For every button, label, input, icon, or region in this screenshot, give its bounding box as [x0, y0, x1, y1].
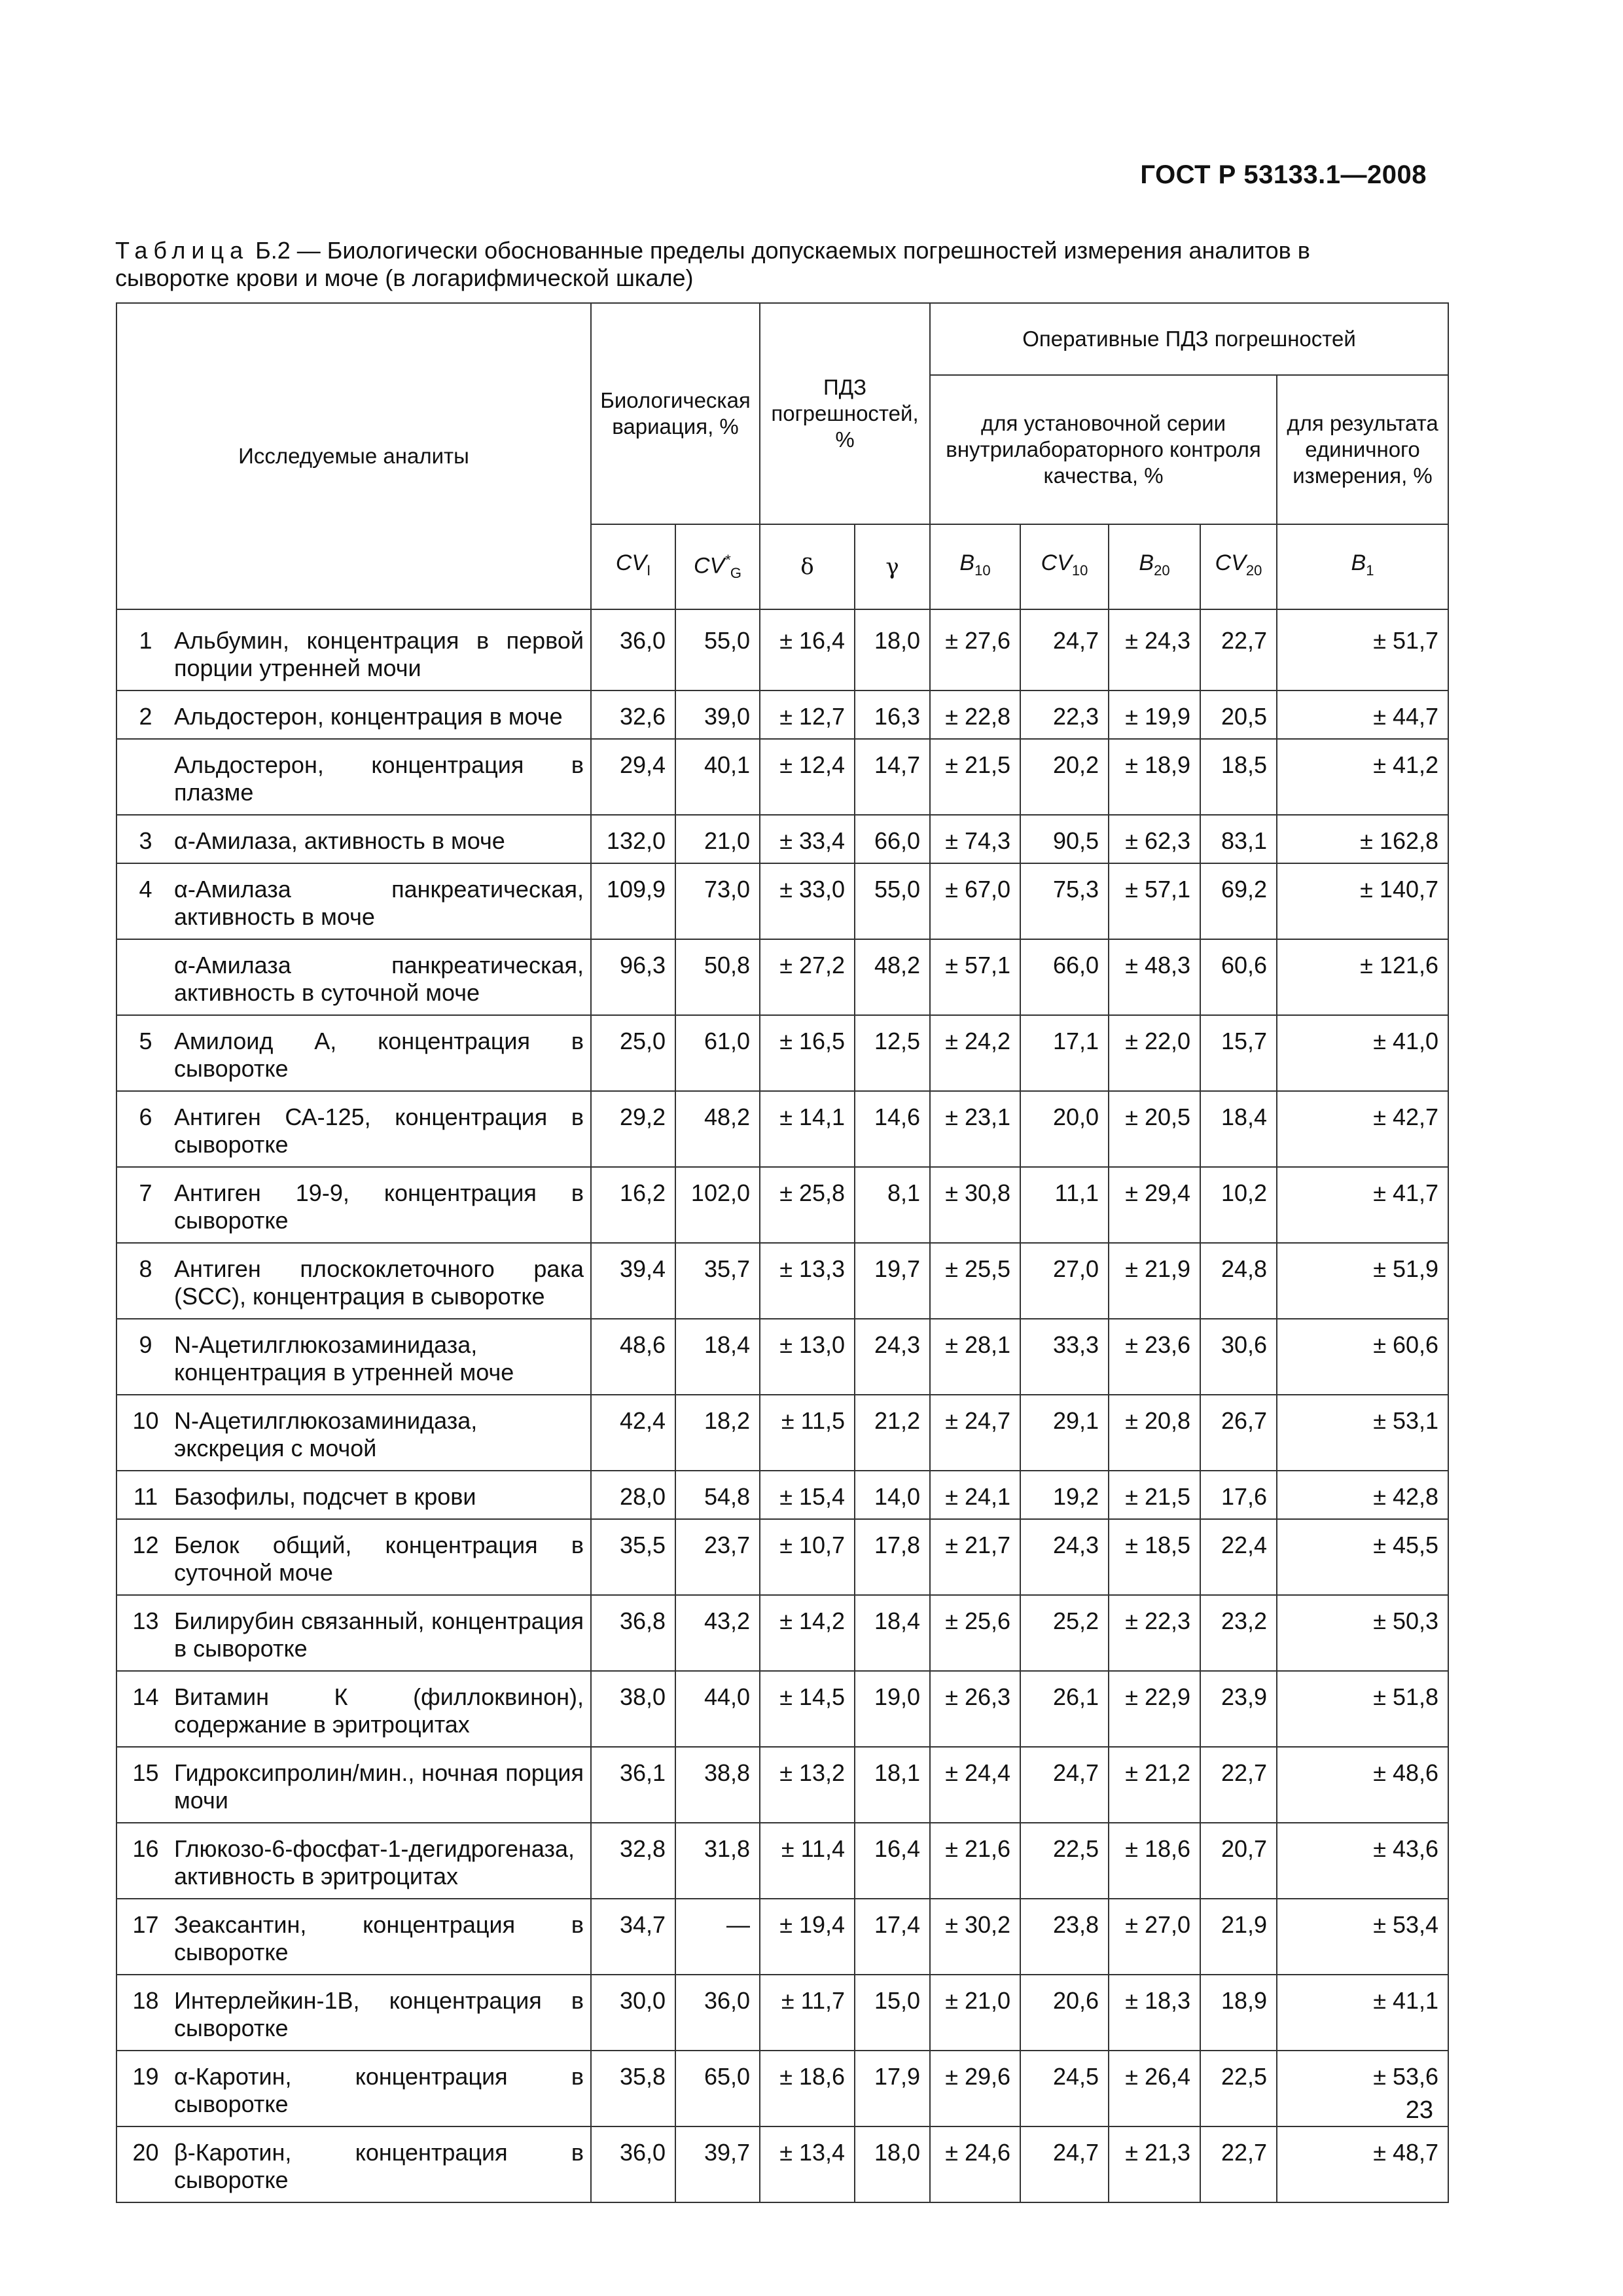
cell-b1: ± 51,8 [1277, 1671, 1448, 1747]
cell-gamma: 18,0 [855, 2126, 930, 2202]
cell-b1: ± 41,2 [1277, 739, 1448, 815]
cell-cvi: 30,0 [591, 1975, 675, 2051]
cell-gamma: 17,8 [855, 1519, 930, 1595]
cell-cvg: 39,7 [675, 2126, 760, 2202]
cell-cvi: 29,2 [591, 1091, 675, 1167]
cell-cvi: 35,5 [591, 1519, 675, 1595]
row-number: 13 [116, 1595, 174, 1671]
cell-b1: ± 48,7 [1277, 2126, 1448, 2202]
cell-gamma: 19,7 [855, 1243, 930, 1319]
cell-cv10: 20,6 [1020, 1975, 1109, 2051]
header-cvi: $CV_I$ [591, 524, 675, 609]
cell-cv20: 22,7 [1200, 609, 1277, 691]
cell-delta: ± 14,2 [760, 1595, 855, 1671]
cell-cv20: 22,4 [1200, 1519, 1277, 1595]
table-row [116, 739, 1448, 815]
cell-gamma: 55,0 [855, 863, 930, 939]
cell-cv20: 10,2 [1200, 1167, 1277, 1243]
analyte-name: N-Ацетилглюкозаминидаза, экскреция с мочой [174, 1395, 591, 1471]
cell-cvi: 29,4 [591, 739, 675, 815]
cell-b10: ± 24,6 [930, 2126, 1020, 2202]
cell-cv10: 22,3 [1020, 691, 1109, 739]
cell-b20: ± 22,3 [1109, 1595, 1200, 1671]
cell-gamma: 17,4 [855, 1899, 930, 1975]
row-number: 17 [116, 1899, 174, 1975]
cell-cvg: 61,0 [675, 1015, 760, 1091]
cell-b20: ± 23,6 [1109, 1319, 1200, 1395]
table-row [116, 609, 1448, 691]
table-row [116, 1319, 1448, 1395]
analyte-name: Антиген плоскоклеточного рака (SCC), концентрация в сыворотке [174, 1243, 591, 1319]
cell-cvg: 48,2 [675, 1091, 760, 1167]
header-analytes: Исследуемые аналиты [116, 303, 591, 609]
header-cvg: $CV^*_G$ [675, 524, 760, 609]
cell-b1: ± 121,6 [1277, 939, 1448, 1015]
cell-cvg: 18,4 [675, 1319, 760, 1395]
cell-cv20: 22,7 [1200, 1747, 1277, 1823]
header-b1: $B_1$ [1277, 524, 1448, 609]
row-number: 1 [116, 609, 174, 691]
cell-cv20: 69,2 [1200, 863, 1277, 939]
cell-delta: ± 16,5 [760, 1015, 855, 1091]
cell-cv20: 21,9 [1200, 1899, 1277, 1975]
cell-delta: ± 13,4 [760, 2126, 855, 2202]
cell-b20: ± 18,6 [1109, 1823, 1200, 1899]
row-number: 18 [116, 1975, 174, 2051]
cell-b1: ± 41,0 [1277, 1015, 1448, 1091]
cell-b10: ± 57,1 [930, 939, 1020, 1015]
row-number: 14 [116, 1671, 174, 1747]
page-number: 23 [1405, 2096, 1433, 2124]
cell-b1: ± 140,7 [1277, 863, 1448, 939]
row-number [116, 739, 174, 815]
cell-cvg: 36,0 [675, 1975, 760, 2051]
cell-gamma: 17,9 [855, 2051, 930, 2126]
cell-b20: ± 21,2 [1109, 1747, 1200, 1823]
cell-b1: ± 42,8 [1277, 1471, 1448, 1519]
analyte-name: Билирубин связанный, концентрация в сыворотке [174, 1595, 591, 1671]
cell-cvg: 44,0 [675, 1671, 760, 1747]
cell-delta: ± 11,4 [760, 1823, 855, 1899]
analyte-name: Интерлейкин-1В, концентрация в сыворотке [174, 1975, 591, 2051]
cell-cvg: 31,8 [675, 1823, 760, 1899]
cell-b10: ± 67,0 [930, 863, 1020, 939]
row-number: 15 [116, 1747, 174, 1823]
cell-cvg: 102,0 [675, 1167, 760, 1243]
cell-cvi: 36,1 [591, 1747, 675, 1823]
cell-cvg: 40,1 [675, 739, 760, 815]
table-row [116, 1471, 1448, 1519]
cell-cvg: 18,2 [675, 1395, 760, 1471]
table-row [116, 2051, 1448, 2126]
caption-lead: Таблица [115, 237, 249, 264]
cell-cvg: 43,2 [675, 1595, 760, 1671]
table-row [116, 1395, 1448, 1471]
analyte-name: α-Амилаза, активность в моче [174, 815, 591, 863]
cell-cvg: 23,7 [675, 1519, 760, 1595]
cell-b1: ± 43,6 [1277, 1823, 1448, 1899]
cell-cv20: 15,7 [1200, 1015, 1277, 1091]
cell-b1: ± 45,5 [1277, 1519, 1448, 1595]
cell-b10: ± 74,3 [930, 815, 1020, 863]
cell-cv20: 18,4 [1200, 1091, 1277, 1167]
cell-cv20: 18,9 [1200, 1975, 1277, 2051]
cell-cv20: 24,8 [1200, 1243, 1277, 1319]
cell-b1: ± 53,6 [1277, 2051, 1448, 2126]
cell-delta: ± 25,8 [760, 1167, 855, 1243]
cell-cvg: 54,8 [675, 1471, 760, 1519]
analyte-name: α-Каротин, концентрация в сыворотке [174, 2051, 591, 2126]
cell-cvi: 35,8 [591, 2051, 675, 2126]
cell-b10: ± 22,8 [930, 691, 1020, 739]
cell-cv20: 60,6 [1200, 939, 1277, 1015]
row-number: 2 [116, 691, 174, 739]
cell-gamma: 24,3 [855, 1319, 930, 1395]
cell-cvg: 35,7 [675, 1243, 760, 1319]
cell-cv10: 20,0 [1020, 1091, 1109, 1167]
cell-cv10: 27,0 [1020, 1243, 1109, 1319]
cell-cv10: 75,3 [1020, 863, 1109, 939]
cell-b10: ± 21,5 [930, 739, 1020, 815]
document-id: ГОСТ Р 53133.1—2008 [1140, 160, 1427, 189]
cell-delta: ± 10,7 [760, 1519, 855, 1595]
row-number: 19 [116, 2051, 174, 2126]
cell-gamma: 8,1 [855, 1167, 930, 1243]
cell-b20: ± 21,3 [1109, 2126, 1200, 2202]
cell-b1: ± 60,6 [1277, 1319, 1448, 1395]
cell-cvg: 55,0 [675, 609, 760, 691]
cell-b20: ± 22,0 [1109, 1015, 1200, 1091]
cell-gamma: 14,6 [855, 1091, 930, 1167]
cell-delta: ± 33,4 [760, 815, 855, 863]
cell-b1: ± 48,6 [1277, 1747, 1448, 1823]
cell-delta: ± 27,2 [760, 939, 855, 1015]
row-number: 12 [116, 1519, 174, 1595]
cell-b20: ± 18,5 [1109, 1519, 1200, 1595]
analyte-name: Зеаксантин, концентрация в сыворотке [174, 1899, 591, 1975]
row-number: 10 [116, 1395, 174, 1471]
cell-gamma: 14,7 [855, 739, 930, 815]
cell-cv10: 22,5 [1020, 1823, 1109, 1899]
cell-cv20: 18,5 [1200, 739, 1277, 815]
cell-gamma: 18,0 [855, 609, 930, 691]
cell-cv10: 90,5 [1020, 815, 1109, 863]
cell-b10: ± 24,2 [930, 1015, 1020, 1091]
cell-b1: ± 42,7 [1277, 1091, 1448, 1167]
cell-cvi: 132,0 [591, 815, 675, 863]
analyte-name: Альбумин, концентрация в первой порции утренней мочи [174, 609, 591, 691]
cell-delta: ± 11,5 [760, 1395, 855, 1471]
cell-b10: ± 27,6 [930, 609, 1020, 691]
cell-gamma: 21,2 [855, 1395, 930, 1471]
cell-cvi: 96,3 [591, 939, 675, 1015]
header-gamma: γ [855, 524, 930, 609]
cell-cv10: 20,2 [1020, 739, 1109, 815]
cell-gamma: 66,0 [855, 815, 930, 863]
cell-b10: ± 30,2 [930, 1899, 1020, 1975]
cell-cv20: 20,5 [1200, 691, 1277, 739]
cell-b10: ± 25,5 [930, 1243, 1020, 1319]
cell-cv10: 24,3 [1020, 1519, 1109, 1595]
cell-b20: ± 21,9 [1109, 1243, 1200, 1319]
header-bio-variation: Биологическая вариация, % [591, 303, 760, 524]
cell-b20: ± 62,3 [1109, 815, 1200, 863]
table-row [116, 1091, 1448, 1167]
cell-delta: ± 14,1 [760, 1091, 855, 1167]
header-cv10: $CV_{10}$ [1020, 524, 1109, 609]
cell-delta: ± 12,4 [760, 739, 855, 815]
cell-cv20: 30,6 [1200, 1319, 1277, 1395]
cell-b10: ± 21,7 [930, 1519, 1020, 1595]
analyte-name: Базофилы, подсчет в крови [174, 1471, 591, 1519]
cell-b10: ± 24,4 [930, 1747, 1020, 1823]
table-row [116, 939, 1448, 1015]
row-number: 8 [116, 1243, 174, 1319]
cell-b20: ± 27,0 [1109, 1899, 1200, 1975]
cell-b10: ± 28,1 [930, 1319, 1020, 1395]
cell-cv10: 24,5 [1020, 2051, 1109, 2126]
cell-b1: ± 53,4 [1277, 1899, 1448, 1975]
cell-cvi: 48,6 [591, 1319, 675, 1395]
cell-cvi: 28,0 [591, 1471, 675, 1519]
analyte-name: N-Ацетилглюкозаминидаза, концентрация в утренней моче [174, 1319, 591, 1395]
header-b10: $B_{10}$ [930, 524, 1020, 609]
cell-cvi: 36,0 [591, 609, 675, 691]
cell-b10: ± 30,8 [930, 1167, 1020, 1243]
cell-cvi: 39,4 [591, 1243, 675, 1319]
table-row [116, 1975, 1448, 2051]
analyte-name: Гидроксипролин/мин., ночная порция мочи [174, 1747, 591, 1823]
cell-gamma: 48,2 [855, 939, 930, 1015]
cell-cvi: 34,7 [591, 1899, 675, 1975]
cell-b20: ± 29,4 [1109, 1167, 1200, 1243]
table-row [116, 1671, 1448, 1747]
cell-cv10: 17,1 [1020, 1015, 1109, 1091]
cell-gamma: 16,3 [855, 691, 930, 739]
cell-cv20: 20,7 [1200, 1823, 1277, 1899]
cell-b20: ± 19,9 [1109, 691, 1200, 739]
cell-b1: ± 51,7 [1277, 609, 1448, 691]
table-caption [115, 237, 1424, 292]
table-row [116, 863, 1448, 939]
analyte-name: Альдостерон, концентрация в моче [174, 691, 591, 739]
cell-delta: ± 33,0 [760, 863, 855, 939]
table-row [116, 1167, 1448, 1243]
cell-cv10: 24,7 [1020, 609, 1109, 691]
cell-b10: ± 24,1 [930, 1471, 1020, 1519]
cell-cvg: 39,0 [675, 691, 760, 739]
row-number: 20 [116, 2126, 174, 2202]
table-row [116, 1519, 1448, 1595]
cell-cv20: 26,7 [1200, 1395, 1277, 1471]
cell-gamma: 16,4 [855, 1823, 930, 1899]
cell-b1: ± 50,3 [1277, 1595, 1448, 1671]
table-row [116, 691, 1448, 739]
cell-cvi: 32,6 [591, 691, 675, 739]
cell-cv20: 17,6 [1200, 1471, 1277, 1519]
analyte-name: Белок общий, концентрация в суточной моче [174, 1519, 591, 1595]
cell-b10: ± 24,7 [930, 1395, 1020, 1471]
table-body [116, 609, 1448, 2202]
cell-b10: ± 29,6 [930, 2051, 1020, 2126]
cell-b20: ± 18,3 [1109, 1975, 1200, 2051]
table-row [116, 2126, 1448, 2202]
cell-cvi: 25,0 [591, 1015, 675, 1091]
cell-cv10: 24,7 [1020, 1747, 1109, 1823]
cell-cvi: 109,9 [591, 863, 675, 939]
cell-delta: ± 12,7 [760, 691, 855, 739]
cell-cvi: 36,0 [591, 2126, 675, 2202]
row-number: 7 [116, 1167, 174, 1243]
cell-gamma: 12,5 [855, 1015, 930, 1091]
cell-delta: ± 14,5 [760, 1671, 855, 1747]
header-setup-series: для установочной серии внутрилабораторного контроля качества, % [930, 375, 1277, 524]
analyte-name: β-Каротин, концентрация в сыворотке [174, 2126, 591, 2202]
analyte-name: Альдостерон, концентрация в плазме [174, 739, 591, 815]
header-pdz: ПДЗ погрешностей, % [760, 303, 930, 524]
cell-b1: ± 44,7 [1277, 691, 1448, 739]
row-number [116, 939, 174, 1015]
cell-cv10: 66,0 [1020, 939, 1109, 1015]
row-number: 9 [116, 1319, 174, 1395]
cell-b20: ± 18,9 [1109, 739, 1200, 815]
analyte-name: α-Амилаза панкреатическая, активность в моче [174, 863, 591, 939]
row-number: 4 [116, 863, 174, 939]
cell-cvi: 32,8 [591, 1823, 675, 1899]
cell-b1: ± 162,8 [1277, 815, 1448, 863]
cell-cvg: 65,0 [675, 2051, 760, 2126]
cell-gamma: 15,0 [855, 1975, 930, 2051]
cell-cv20: 83,1 [1200, 815, 1277, 863]
cell-delta: ± 13,2 [760, 1747, 855, 1823]
table-row [116, 1015, 1448, 1091]
analytes-table [116, 302, 1449, 2203]
cell-cvg: 38,8 [675, 1747, 760, 1823]
cell-b20: ± 24,3 [1109, 609, 1200, 691]
cell-cvi: 16,2 [591, 1167, 675, 1243]
analyte-name: Антиген 19-9, концентрация в сыворотке [174, 1167, 591, 1243]
cell-b20: ± 20,5 [1109, 1091, 1200, 1167]
cell-cv20: 23,2 [1200, 1595, 1277, 1671]
cell-b20: ± 20,8 [1109, 1395, 1200, 1471]
cell-b1: ± 41,7 [1277, 1167, 1448, 1243]
header-single-result: для результата единичного измерения, % [1277, 375, 1448, 524]
analyte-name: Витамин К (филлоквинон), содержание в эритроцитах [174, 1671, 591, 1747]
row-number: 6 [116, 1091, 174, 1167]
table-row [116, 1243, 1448, 1319]
row-number: 5 [116, 1015, 174, 1091]
cell-b10: ± 21,6 [930, 1823, 1020, 1899]
cell-b10: ± 21,0 [930, 1975, 1020, 2051]
cell-gamma: 19,0 [855, 1671, 930, 1747]
cell-cv10: 23,8 [1020, 1899, 1109, 1975]
cell-b10: ± 26,3 [930, 1671, 1020, 1747]
cell-cv20: 23,9 [1200, 1671, 1277, 1747]
cell-cv10: 24,7 [1020, 2126, 1109, 2202]
header-operative: Оперативные ПДЗ погрешностей [930, 303, 1448, 375]
analyte-name: Глюкозо-6-фосфат-1-дегидрогеназа, активность в эритроцитах [174, 1823, 591, 1899]
cell-b20: ± 26,4 [1109, 2051, 1200, 2126]
cell-cvi: 38,0 [591, 1671, 675, 1747]
cell-b20: ± 21,5 [1109, 1471, 1200, 1519]
cell-gamma: 14,0 [855, 1471, 930, 1519]
cell-b1: ± 51,9 [1277, 1243, 1448, 1319]
cell-cv20: 22,5 [1200, 2051, 1277, 2126]
cell-delta: ± 19,4 [760, 1899, 855, 1975]
cell-cvi: 36,8 [591, 1595, 675, 1671]
cell-delta: ± 11,7 [760, 1975, 855, 2051]
cell-b20: ± 22,9 [1109, 1671, 1200, 1747]
cell-cv10: 33,3 [1020, 1319, 1109, 1395]
cell-cvg: 21,0 [675, 815, 760, 863]
cell-gamma: 18,4 [855, 1595, 930, 1671]
cell-delta: ± 18,6 [760, 2051, 855, 2126]
cell-b10: ± 23,1 [930, 1091, 1020, 1167]
cell-cvi: 42,4 [591, 1395, 675, 1471]
table-row [116, 1823, 1448, 1899]
cell-gamma: 18,1 [855, 1747, 930, 1823]
row-number: 3 [116, 815, 174, 863]
table-row [116, 1747, 1448, 1823]
cell-delta: ± 15,4 [760, 1471, 855, 1519]
cell-b10: ± 25,6 [930, 1595, 1020, 1671]
cell-b1: ± 53,1 [1277, 1395, 1448, 1471]
cell-b20: ± 48,3 [1109, 939, 1200, 1015]
cell-cv10: 19,2 [1020, 1471, 1109, 1519]
cell-cv10: 29,1 [1020, 1395, 1109, 1471]
cell-cvg: 50,8 [675, 939, 760, 1015]
cell-cv10: 11,1 [1020, 1167, 1109, 1243]
cell-cvg: 73,0 [675, 863, 760, 939]
cell-cv20: 22,7 [1200, 2126, 1277, 2202]
header-delta: δ [760, 524, 855, 609]
cell-cv10: 25,2 [1020, 1595, 1109, 1671]
table-row [116, 1899, 1448, 1975]
analyte-name: α-Амилаза панкреатическая, активность в суточной моче [174, 939, 591, 1015]
table-row [116, 815, 1448, 863]
cell-delta: ± 13,3 [760, 1243, 855, 1319]
row-number: 16 [116, 1823, 174, 1899]
header-cv20: $CV_{20}$ [1200, 524, 1277, 609]
row-number: 11 [116, 1471, 174, 1519]
caption-text: Б.2 — Биологически обоснованные пределы допускаемых погрешностей измерения аналитов в сыворотке крови и моче (в логарифмической шкале) [115, 237, 1310, 291]
cell-b20: ± 57,1 [1109, 863, 1200, 939]
cell-cv10: 26,1 [1020, 1671, 1109, 1747]
table-row [116, 1595, 1448, 1671]
cell-delta: ± 13,0 [760, 1319, 855, 1395]
analyte-name: Антиген СА-125, концентрация в сыворотке [174, 1091, 591, 1167]
cell-b1: ± 41,1 [1277, 1975, 1448, 2051]
cell-delta: ± 16,4 [760, 609, 855, 691]
header-b20: $B_{20}$ [1109, 524, 1200, 609]
cell-cvg: — [675, 1899, 760, 1975]
analyte-name: Амилоид А, концентрация в сыворотке [174, 1015, 591, 1091]
